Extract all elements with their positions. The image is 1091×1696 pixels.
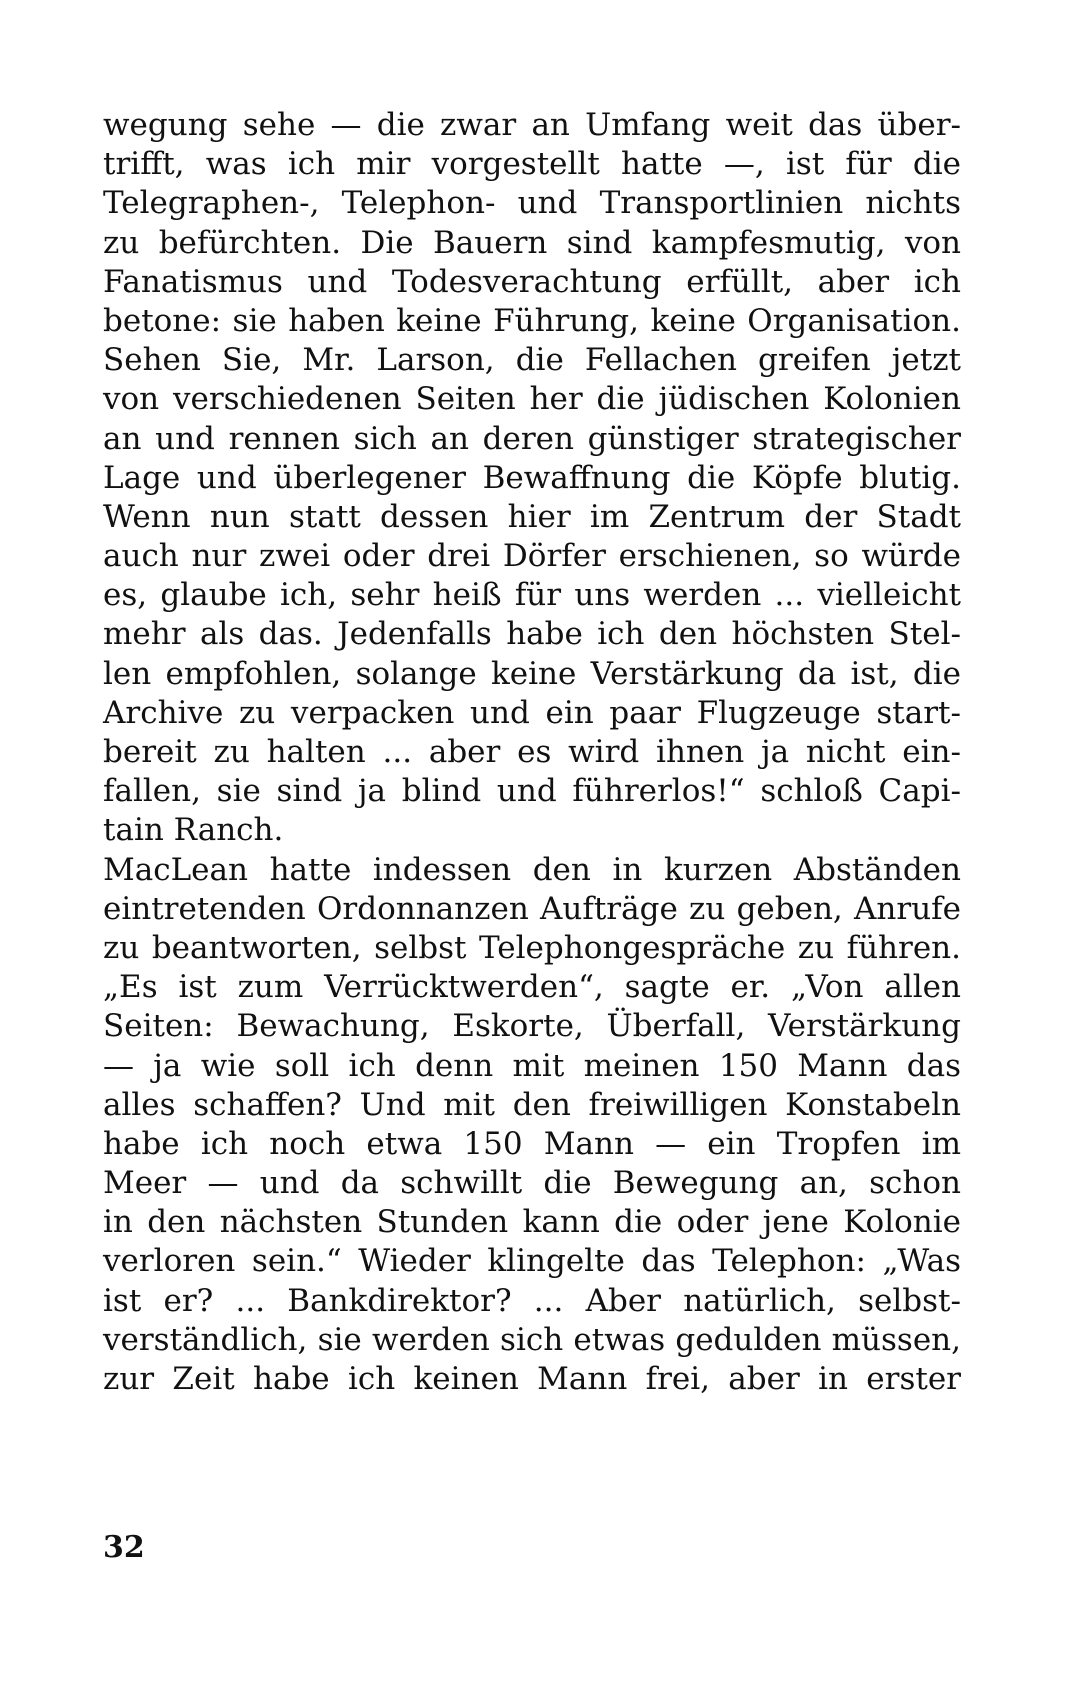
text-line: fallen, sie sind ja blind und führerlos!“ schloß Capi- <box>103 773 961 810</box>
page-number: 32 <box>103 1530 145 1565</box>
text-line: Wenn nun statt dessen hier im Zentrum der Stadt <box>103 498 961 535</box>
text-line: Lage und überlegener Bewaffnung die Köpfe blutig. <box>103 459 961 496</box>
text-line: in den nächsten Stunden kann die oder jene Kolonie <box>103 1204 961 1241</box>
text-line: wegung sehe — die zwar an Umfang weit das über- <box>103 107 961 143</box>
text-line: auch nur zwei oder drei Dörfer erschienen, so würde <box>103 538 961 575</box>
body-text <box>103 106 961 1399</box>
text-line: an und rennen sich an deren günstiger strategischer <box>103 420 961 457</box>
text-line: habe ich noch etwa 150 Mann — ein Tropfen im <box>103 1125 961 1162</box>
text-line: len empfohlen, solange keine Verstärkung da ist, die <box>103 655 961 692</box>
text-line: tain Ranch. <box>103 812 284 849</box>
text-line: zu befürchten. Die Bauern sind kampfesmutig, von <box>103 224 961 261</box>
text-line: Telegraphen-, Telephon- und Transportlinien nichts <box>103 185 961 222</box>
text-line: zur Zeit habe ich keinen Mann frei, aber in erster <box>103 1361 961 1397</box>
text-line: eintretenden Ordonnanzen Aufträge zu geben, Anrufe <box>103 890 961 927</box>
text-line: ist er? ... Bankdirektor? ... Aber natürlich, selbst- <box>103 1282 961 1319</box>
text-line: es, glaube ich, sehr heiß für uns werden ... vielleicht <box>103 577 961 614</box>
text-line: trifft, was ich mir vorgestellt hatte —, ist für die <box>103 146 961 183</box>
text-line: „Es ist zum Verrücktwerden“, sagte er. „Von allen <box>103 969 961 1006</box>
text-line: MacLean hatte indessen den in kurzen Abständen <box>103 851 961 888</box>
text-line: verständlich, sie werden sich etwas gedulden müssen, <box>103 1321 961 1358</box>
text-line: bereit zu halten ... aber es wird ihnen ja nicht ein- <box>103 734 961 770</box>
text-line: Sehen Sie, Mr. Larson, die Fellachen greifen jetzt <box>103 342 961 379</box>
text-line: Seiten: Bewachung, Eskorte, Überfall, Verstärkung <box>103 1008 961 1045</box>
text-line: — ja wie soll ich denn mit meinen 150 Mann das <box>103 1047 961 1084</box>
text-line: verloren sein.“ Wieder klingelte das Telephon: „Was <box>103 1243 961 1280</box>
text-line: von verschiedenen Seiten her die jüdischen Kolonien <box>103 381 961 418</box>
text-line: alles schaffen? Und mit den freiwilligen Konstabeln <box>103 1086 961 1123</box>
text-line: mehr als das. Jedenfalls habe ich den höchsten Stel- <box>103 616 961 653</box>
text-line: Archive zu verpacken und ein paar Flugzeuge start- <box>103 694 961 731</box>
text-line: betone: sie haben keine Führung, keine Organisation. <box>103 302 961 339</box>
text-line: Fanatismus und Todesverachtung erfüllt, aber ich <box>103 263 961 300</box>
text-line: zu beantworten, selbst Telephongespräche zu führen. <box>103 929 961 966</box>
text-line: Meer — und da schwillt die Bewegung an, schon <box>103 1165 961 1202</box>
